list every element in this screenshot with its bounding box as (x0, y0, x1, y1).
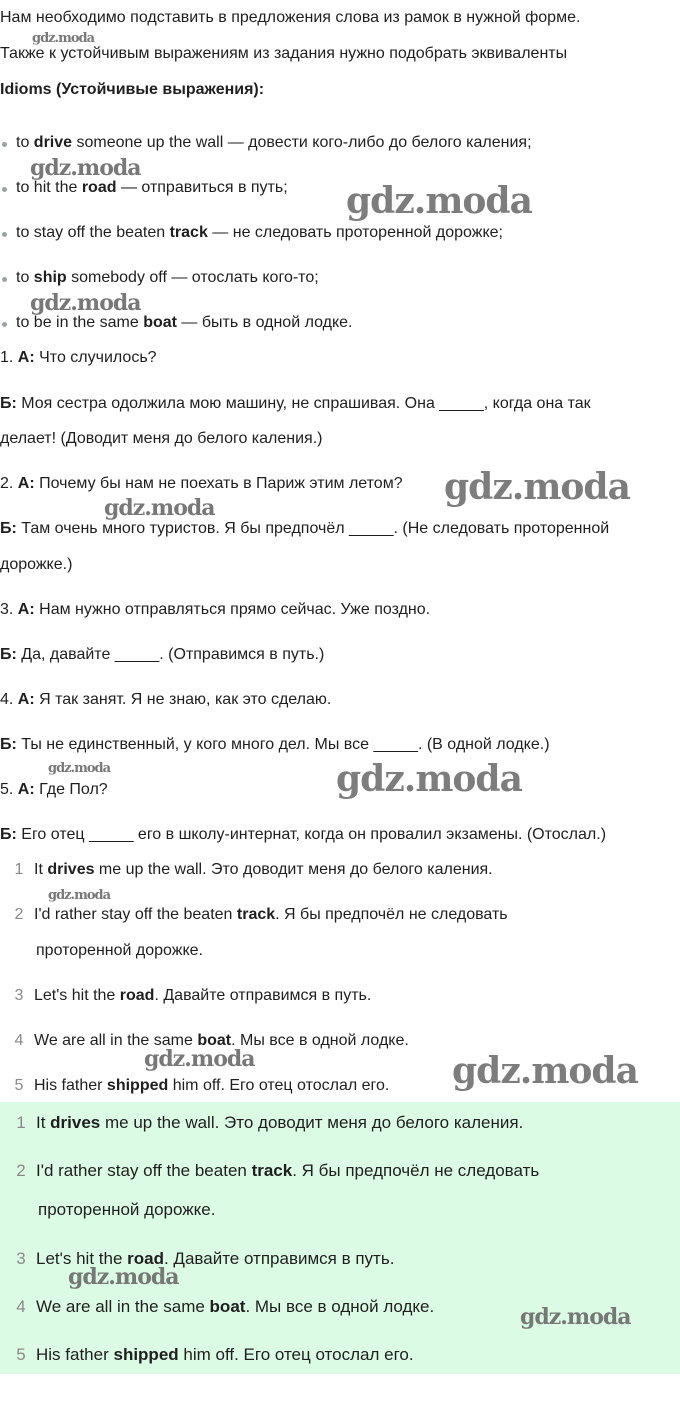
idioms-heading: Idioms (Устойчивые выражения): (0, 81, 265, 98)
dialogue-5-question: 5. А: Где Пол? (0, 781, 108, 798)
dialogue-4-question: 4. А: Я так занят. Я не знаю, как это сделаю. (0, 691, 332, 708)
dialogue-2-question: 2. А: Почему бы нам не поехать в Париж этим летом? (0, 475, 403, 492)
answer-item: 5 His father shipped him off. Его отец отослал его. (14, 1077, 390, 1094)
answer-item: 2 I'd rather stay off the beaten track. Я бы предпочёл не следовать (14, 906, 508, 923)
answer-box-item: 3 Let's hit the road. Давайте отправимся в путь. (16, 1249, 395, 1268)
answer-box-item: 1 It drives me up the wall. Это доводит меня до белого каления. (16, 1113, 524, 1132)
dialogue-3-answer: Б: Да, давайте _____. (Отправимся в путь.) (0, 646, 325, 663)
idiom-item: to hit the road — отправиться в путь; (16, 179, 288, 196)
answer-box-item-cont: проторенной дорожке. (38, 1200, 216, 1219)
answer-box-item: 2 I'd rather stay off the beaten track. Я бы предпочёл не следовать (16, 1161, 540, 1180)
watermark: gdz.moda (444, 466, 630, 508)
watermark: gdz.moda (104, 495, 215, 521)
dialogue-5-answer: Б: Его отец _____ его в школу-интернат, когда он провалил экзамены. (Отослал.) (0, 826, 607, 843)
watermark: gdz.moda (144, 1046, 255, 1072)
answer-box-item: 4 We are all in the same boat. Мы все в одной лодке. (16, 1297, 435, 1316)
idiom-item: to ship somebody off — отослать кого-то; (16, 269, 319, 286)
dialogue-2-answer: Б: Там очень много туристов. Я бы предпочёл _____. (Не следовать проторенной (0, 520, 610, 537)
intro-line-2: Также к устойчивым выражениям из задания нужно подобрать эквиваленты (0, 45, 568, 62)
dialogue-1-question: 1. А: Что случилось? (0, 349, 157, 366)
watermark: gdz.moda (48, 761, 111, 776)
answer-item: 3 Let's hit the road. Давайте отправимся в путь. (14, 987, 372, 1004)
dialogue-4-answer: Б: Ты не единственный, у кого много дел. Мы все _____. (В одной лодке.) (0, 736, 550, 753)
watermark: gdz.moda (68, 1264, 179, 1290)
watermark: gdz.moda (346, 180, 532, 222)
watermark: gdz.moda (336, 758, 522, 800)
answer-box (0, 1102, 680, 1374)
dialogue-2-answer-cont: дорожке.) (0, 556, 73, 573)
intro-line-1: Нам необходимо подставить в предложения слова из рамок в нужной форме. (0, 9, 581, 26)
watermark: gdz.moda (48, 888, 111, 903)
answer-box-item: 5 His father shipped him off. Его отец отослал его. (16, 1345, 414, 1364)
watermark: gdz.moda (30, 155, 141, 181)
dialogue-3-question: 3. А: Нам нужно отправляться прямо сейчас. Уже поздно. (0, 601, 431, 618)
watermark: gdz.moda (30, 290, 141, 316)
dialogue-1-answer-cont: делает! (Доводит меня до белого каления.) (0, 430, 323, 447)
idiom-item: to drive someone up the wall — довести кого-либо до белого каления; (16, 134, 532, 151)
idiom-item: to be in the same boat — быть в одной лодке. (16, 314, 353, 331)
answer-item: 1 It drives me up the wall. Это доводит меня до белого каления. (14, 861, 493, 878)
answer-item: 4 We are all in the same boat. Мы все в одной лодке. (14, 1032, 409, 1049)
watermark: gdz.moda (32, 31, 95, 46)
idiom-item: to stay off the beaten track — не следовать проторенной дорожке; (16, 224, 503, 241)
dialogue-1-answer: Б: Моя сестра одолжила мою машину, не спрашивая. Она _____, когда она так (0, 395, 591, 412)
answer-item-cont: проторенной дорожке. (36, 942, 203, 959)
watermark: gdz.moda (520, 1304, 631, 1330)
watermark: gdz.moda (452, 1050, 638, 1092)
